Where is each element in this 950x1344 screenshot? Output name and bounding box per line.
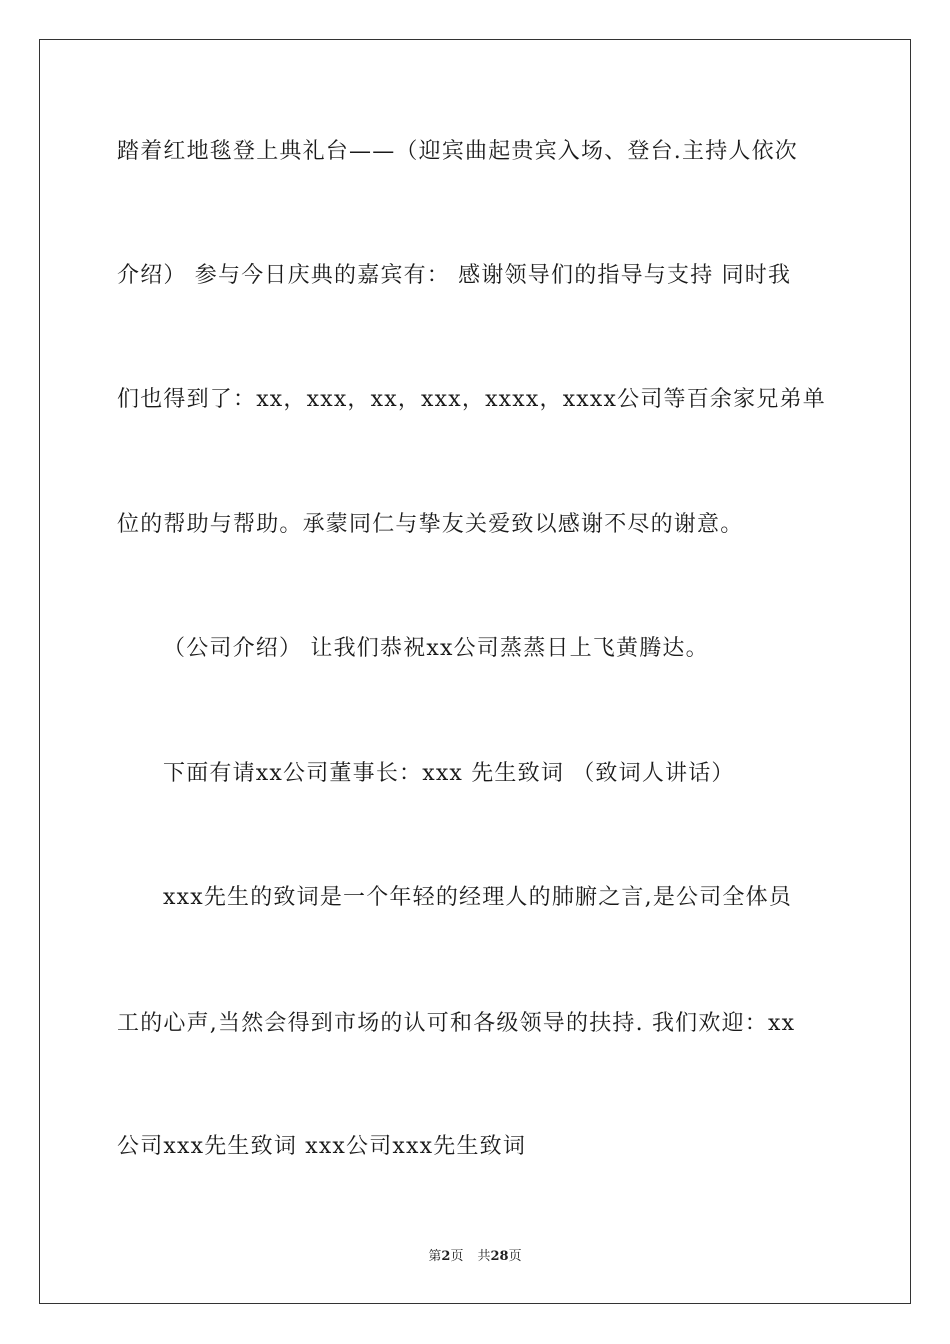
- body-line-5: （公司介绍） 让我们恭祝xx公司蒸蒸日上飞黄腾达。: [163, 636, 709, 661]
- body-line-3: 们也得到了：xx，xxx，xx，xxx，xxxx，xxxx公司等百余家兄弟单: [117, 387, 826, 412]
- page-footer: [0, 1248, 950, 1266]
- total-pages: 28: [490, 1249, 509, 1264]
- total-suffix: 页: [508, 1249, 522, 1264]
- body-line-9: 公司xxx先生致词 xxx公司xxx先生致词: [117, 1134, 527, 1159]
- body-line-1: 踏着红地毯登上典礼台——（迎宾曲起贵宾入场、登台.主持人依次: [117, 139, 798, 164]
- page-prefix: 第: [428, 1249, 442, 1264]
- page-number: 2: [441, 1249, 451, 1264]
- body-line-8: 工的心声,当然会得到市场的认可和各级领导的扶持. 我们欢迎：xx: [117, 1011, 796, 1036]
- total-prefix: 共: [477, 1249, 491, 1264]
- body-line-4: 位的帮助与帮助。承蒙同仁与挚友关爱致以感谢不尽的谢意。: [117, 512, 744, 537]
- page-border: [39, 39, 911, 1304]
- body-line-6: 下面有请xx公司董事长：xxx 先生致词 （致词人讲话）: [163, 761, 735, 786]
- page-suffix: 页: [450, 1249, 464, 1264]
- body-line-2: 介绍） 参与今日庆典的嘉宾有： 感谢领导们的指导与支持 同时我: [117, 263, 792, 288]
- body-line-7: xxx先生的致词是一个年轻的经理人的肺腑之言,是公司全体员: [163, 885, 793, 910]
